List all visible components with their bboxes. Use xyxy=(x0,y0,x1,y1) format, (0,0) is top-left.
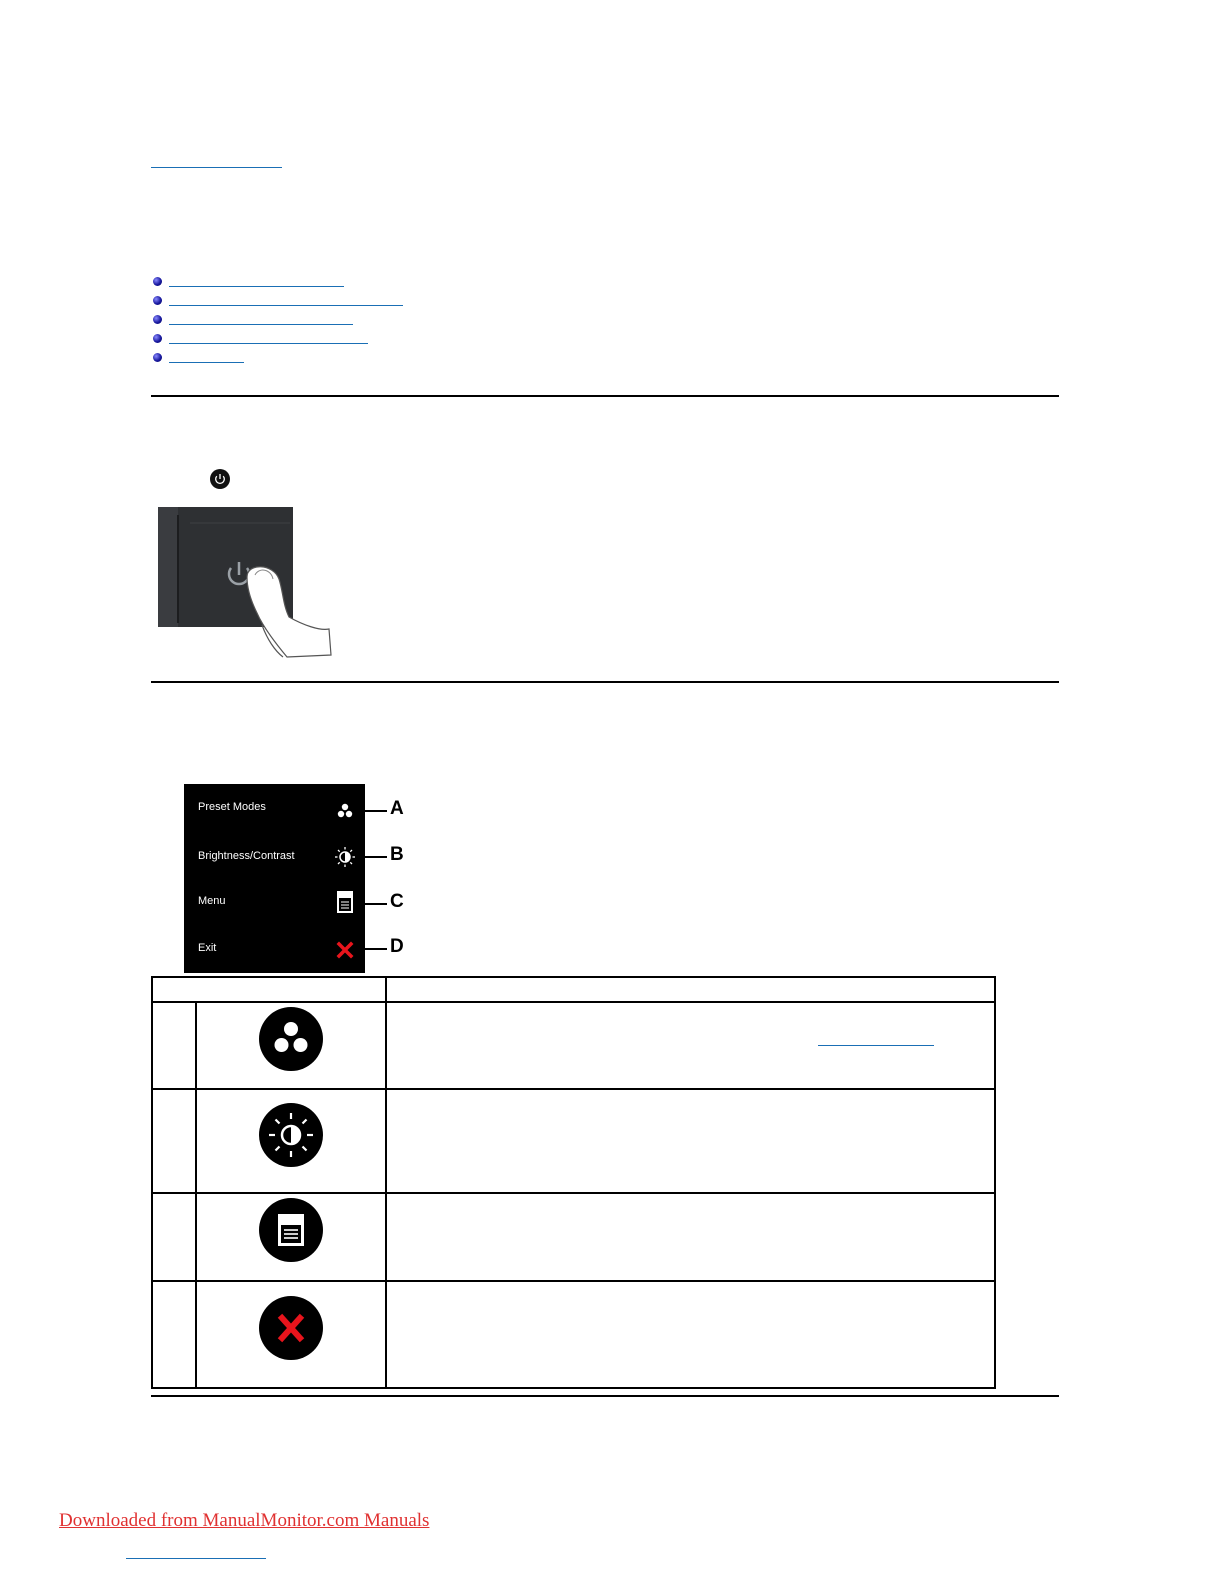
callout-line-d xyxy=(365,948,387,950)
table-col-divider xyxy=(195,1002,197,1389)
table-row-divider xyxy=(153,1192,994,1194)
preset-modes-icon xyxy=(259,1007,323,1071)
bullet-icon xyxy=(153,315,162,324)
exit-icon xyxy=(336,941,354,959)
osd-label-preset-modes: Preset Modes xyxy=(198,801,266,813)
osd-label-exit: Exit xyxy=(198,942,217,954)
section-divider xyxy=(151,1395,1059,1397)
section-link-1[interactable] xyxy=(169,286,344,287)
section-link-2[interactable] xyxy=(169,305,403,306)
section-link-5[interactable] xyxy=(169,362,244,363)
section-link-3[interactable] xyxy=(169,324,353,325)
table-row xyxy=(259,1007,323,1071)
table-row-divider xyxy=(153,1280,994,1282)
preset-modes-icon xyxy=(336,802,354,820)
callout-line-c xyxy=(365,903,387,905)
table-col-divider xyxy=(385,978,387,1389)
callout-letter-a: A xyxy=(390,798,404,819)
callout-letter-b: B xyxy=(390,844,404,865)
bullet-icon xyxy=(153,277,162,286)
callout-line-b xyxy=(365,856,387,858)
table-row xyxy=(259,1198,323,1262)
osd-menu-panel xyxy=(184,784,365,973)
osd-label-menu: Menu xyxy=(198,895,226,907)
brightness-contrast-icon xyxy=(334,846,356,868)
table-row-divider xyxy=(153,1001,994,1003)
osd-label-brightness-contrast: Brightness/Contrast xyxy=(198,850,295,862)
back-to-contents-link[interactable] xyxy=(126,1558,266,1559)
exit-icon xyxy=(259,1296,323,1360)
callout-letter-d: D xyxy=(390,936,404,957)
front-panel-button-table xyxy=(151,976,996,1389)
bullet-icon xyxy=(153,353,162,362)
callout-letter-c: C xyxy=(390,891,404,912)
table-row-divider xyxy=(153,1088,994,1090)
section-divider xyxy=(151,681,1059,683)
table-row xyxy=(259,1103,323,1167)
bullet-icon xyxy=(153,334,162,343)
back-to-contents-link[interactable] xyxy=(151,167,282,168)
power-button-icon xyxy=(209,468,231,490)
power-button-press-illustration xyxy=(155,505,335,660)
bullet-icon xyxy=(153,296,162,305)
preset-modes-link[interactable] xyxy=(818,1045,934,1046)
menu-icon xyxy=(259,1198,323,1262)
section-divider xyxy=(151,395,1059,397)
table-row xyxy=(259,1296,323,1360)
brightness-contrast-icon xyxy=(259,1103,323,1167)
section-link-4[interactable] xyxy=(169,343,368,344)
footer-download-link[interactable]: Downloaded from ManualMonitor.com Manuals xyxy=(59,1510,430,1531)
callout-line-a xyxy=(365,810,387,812)
menu-icon xyxy=(336,890,354,914)
